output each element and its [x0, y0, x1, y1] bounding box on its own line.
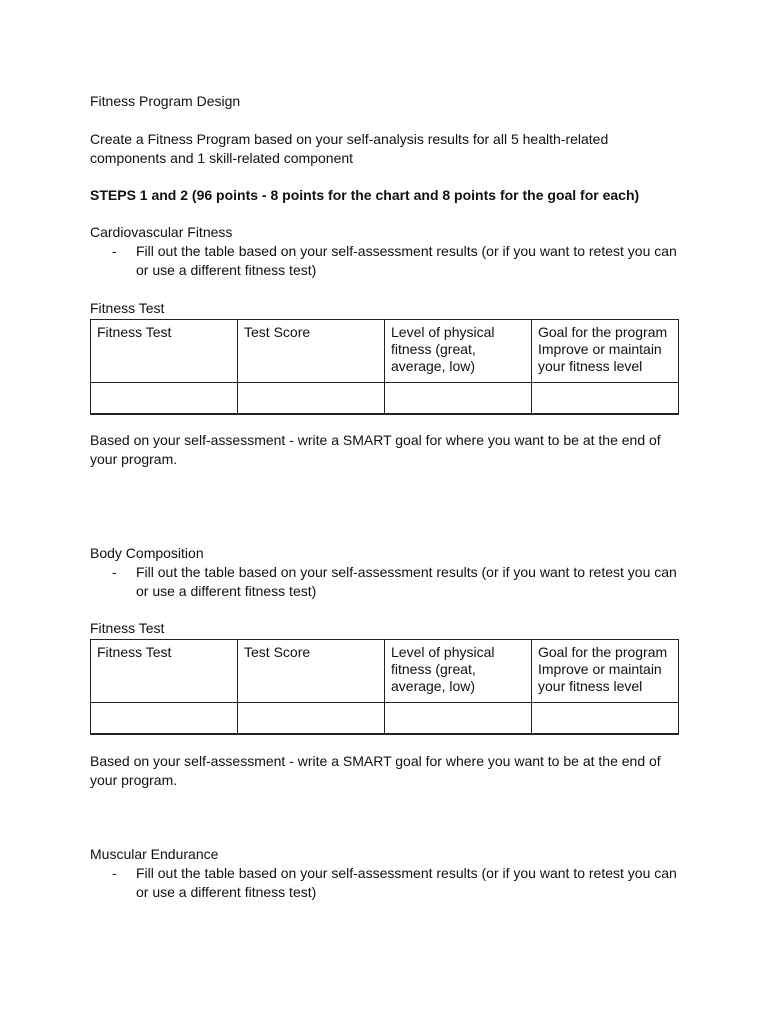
fitness-table-cardiovascular [90, 319, 679, 415]
section-heading-cardiovascular: Cardiovascular Fitness [90, 224, 233, 240]
bullet-marker: - [112, 865, 117, 881]
table-cell-level[interactable] [385, 703, 532, 735]
table-cell-level[interactable] [385, 383, 532, 415]
column-header-test-score: Test Score [238, 320, 385, 383]
document-title: Fitness Program Design [90, 93, 241, 109]
column-header-test-score: Test Score [238, 640, 385, 703]
column-header-level: Level of physical fitness (great, average, low) [385, 320, 532, 383]
fitness-table-body-composition [90, 639, 679, 735]
table-header-row [91, 640, 679, 703]
steps-heading: STEPS 1 and 2 (96 points - 8 points for the chart and 8 points for the goal for each) [90, 187, 640, 203]
intro-paragraph: Create a Fitness Program based on your self-analysis results for all 5 health-related components and 1 skill-related component [90, 131, 609, 166]
section-instruction: Fill out the table based on your self-assessment results (or if you want to retest you can or use a different fitness test) [136, 243, 677, 278]
table-cell-goal[interactable] [532, 703, 679, 735]
table-cell-fitness-test[interactable] [91, 383, 238, 415]
table-row[interactable] [91, 703, 679, 735]
table-cell-test-score[interactable] [238, 383, 385, 415]
goal-prompt: Based on your self-assessment - write a SMART goal for where you want to be at the end of your program. [90, 432, 661, 467]
column-header-fitness-test: Fitness Test [91, 320, 238, 383]
column-header-goal: Goal for the program Improve or maintain your fitness level [532, 320, 679, 383]
section-instruction: Fill out the table based on your self-assessment results (or if you want to retest you can or use a different fitness test) [136, 564, 677, 599]
table-cell-goal[interactable] [532, 383, 679, 415]
table-caption: Fitness Test [90, 620, 165, 636]
column-header-fitness-test: Fitness Test [91, 640, 238, 703]
goal-prompt: Based on your self-assessment - write a SMART goal for where you want to be at the end of your program. [90, 753, 661, 788]
section-heading-muscular-endurance: Muscular Endurance [90, 846, 219, 862]
table-caption: Fitness Test [90, 300, 165, 316]
table-cell-test-score[interactable] [238, 703, 385, 735]
column-header-level: Level of physical fitness (great, average, low) [385, 640, 532, 703]
column-header-goal: Goal for the program Improve or maintain your fitness level [532, 640, 679, 703]
table-header-row [91, 320, 679, 383]
table-cell-fitness-test[interactable] [91, 703, 238, 735]
bullet-marker: - [112, 564, 117, 580]
bullet-marker: - [112, 243, 117, 259]
section-heading-body-composition: Body Composition [90, 545, 204, 561]
table-row[interactable] [91, 383, 679, 415]
section-instruction: Fill out the table based on your self-assessment results (or if you want to retest you can or use a different fitness test) [136, 865, 677, 900]
